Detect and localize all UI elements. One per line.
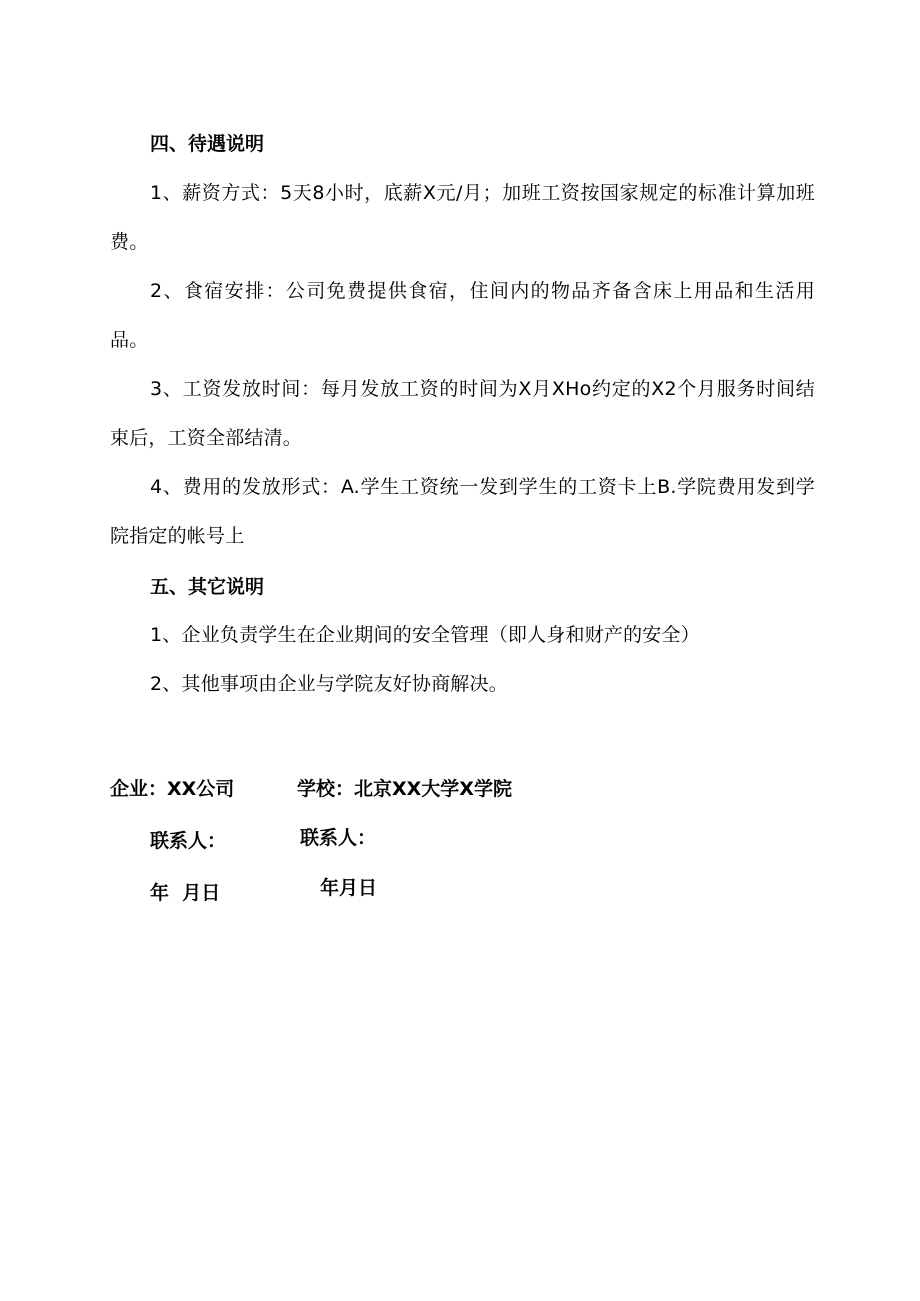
school-date-label: 年月日: [320, 877, 378, 899]
section-5-item-1: 1、企业负责学生在企业期间的安全管理（即人身和财产的安全）: [150, 624, 700, 646]
section-4-item-1: 1、薪资方式：5天8小时，底薪X元/月；加班工资按国家规定的标准计算加班费。: [110, 182, 815, 253]
school-contact-label: 联系人：: [300, 827, 377, 849]
section-4-heading: 四、待遇说明: [150, 133, 265, 155]
company-contact-label: 联系人：: [150, 830, 227, 852]
section-5-heading: 五、其它说明: [150, 576, 265, 598]
section-4-item-4: 4、费用的发放形式：A.学生工资统一发到学生的工资卡上B.学院费用发到学院指定的帐号上: [110, 476, 815, 547]
section-5-body: [110, 611, 815, 709]
section-4-item-3: 3、工资发放时间：每月发放工资的时间为X月XHo约定的X2个月服务时间结束后，工资全部结清。: [110, 378, 815, 449]
company-label: 企业：XX公司: [110, 778, 235, 800]
section-4-body: [110, 169, 815, 561]
company-date-label: 年 月日: [150, 882, 221, 904]
section-4-item-2: 2、食宿安排：公司免费提供食宿，住间内的物品齐备含床上用品和生活用品。: [110, 280, 815, 351]
school-label: 学校：北京XX大学X学院: [297, 778, 512, 800]
section-5-item-2: 2、其他事项由企业与学院友好协商解决。: [150, 673, 508, 695]
